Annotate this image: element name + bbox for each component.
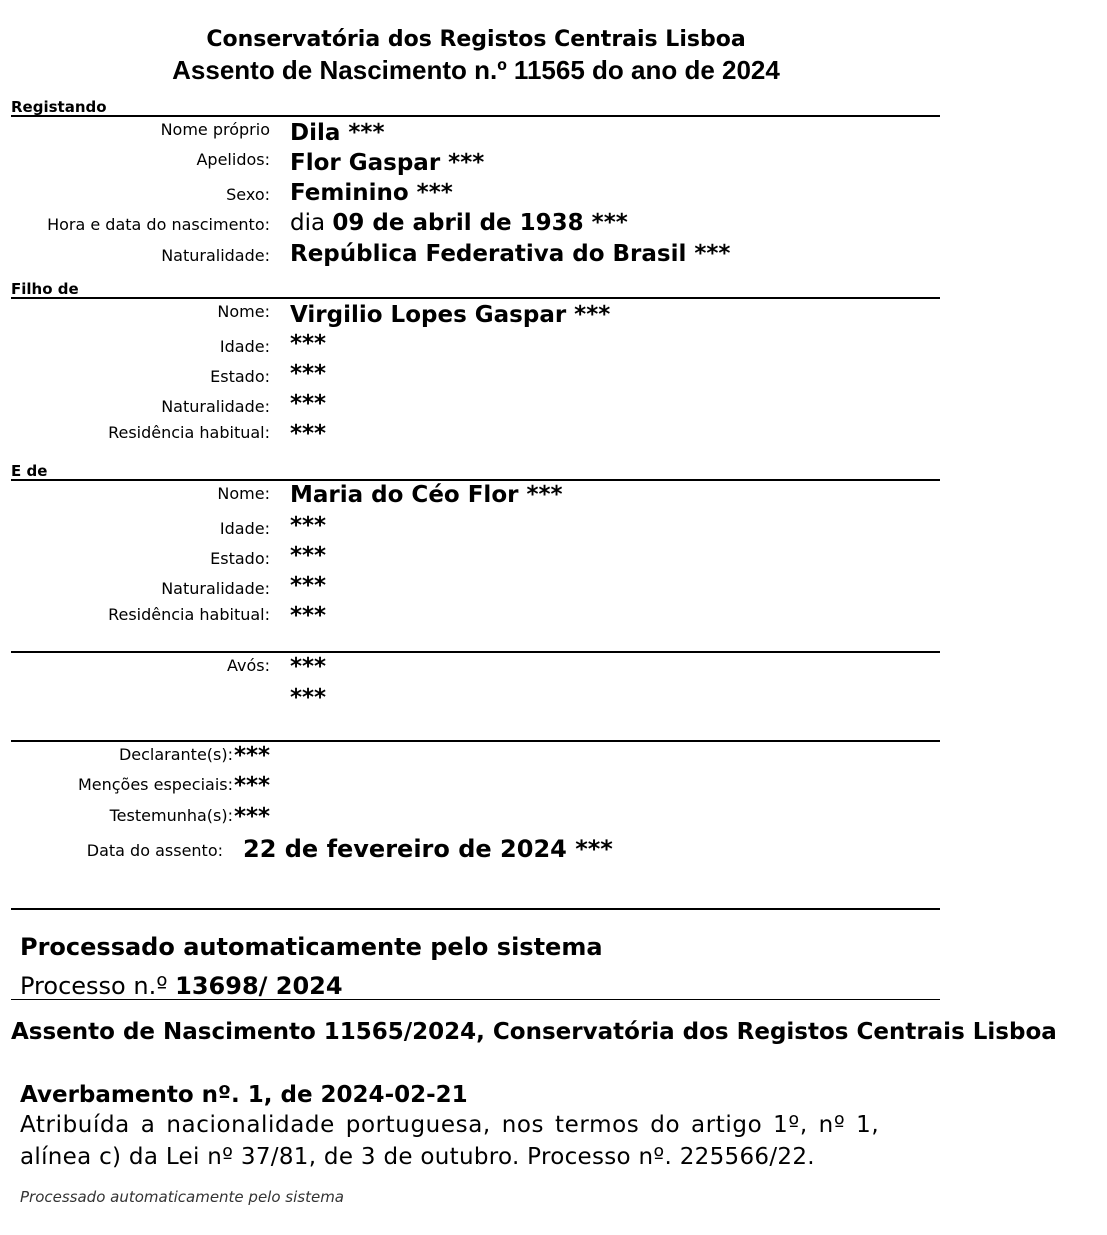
pai-nome-label: Nome: [217, 302, 270, 321]
section-divider [11, 115, 940, 117]
section-e-de-title: E de [11, 462, 48, 480]
pai-estado-label: Estado: [210, 367, 270, 386]
mae-naturalidade-value: *** [290, 573, 327, 599]
document-title: Assento de Nascimento n.º 11565 do ano de 2024 [172, 55, 780, 85]
section-filho-de-title: Filho de [11, 280, 79, 298]
office-heading: Conservatória dos Registos Centrais Lisboa [206, 27, 746, 52]
apelidos-label: Apelidos: [196, 150, 270, 169]
section-divider [11, 999, 940, 1000]
nascimento-prefix: dia [290, 210, 333, 236]
data-assento-value: 22 de fevereiro de 2024 *** [243, 835, 613, 863]
pai-naturalidade-label: Naturalidade: [161, 397, 270, 416]
section-divider [11, 651, 940, 653]
mae-idade-value: *** [290, 513, 327, 539]
averbamento-footer: Processado automaticamente pelo sistema [20, 1188, 345, 1206]
pai-idade-value: *** [290, 331, 327, 357]
nascimento-value [290, 210, 628, 236]
section-divider [11, 908, 940, 910]
nome-proprio-value: Dila *** [290, 120, 385, 146]
testemunhas-label: Testemunha(s): [109, 806, 233, 825]
processado-title: Processado automaticamente pelo sistema [20, 933, 603, 961]
averbamento-line-1: Atribuída a nacionalidade portuguesa, nos termos do artigo 1º, nº 1, [20, 1112, 880, 1138]
pai-residencia-value: *** [290, 421, 327, 447]
nascimento-date: 09 de abril de 1938 *** [332, 210, 628, 236]
averbamento-title: Averbamento nº. 1, de 2024-02-21 [20, 1082, 468, 1108]
declarantes-label: Declarante(s): [118, 745, 233, 764]
avos-label: Avós: [227, 656, 270, 675]
pai-estado-value: *** [290, 361, 327, 387]
processo-value: 13698/ 2024 [175, 972, 343, 1000]
averbamento-line-2: alínea c) da Lei nº 37/81, de 3 de outubro. Processo nº. 225566/22. [20, 1144, 815, 1170]
declarantes-value: *** [234, 743, 271, 769]
mae-idade-label: Idade: [219, 519, 270, 538]
avos-value-1: *** [290, 654, 327, 680]
mae-estado-label: Estado: [210, 549, 270, 568]
section-divider [11, 479, 940, 481]
naturalidade-value: República Federativa do Brasil *** [290, 241, 731, 267]
nome-proprio-label: Nome próprio [160, 120, 270, 139]
averbamentos-header: Assento de Nascimento 11565/2024, Conservatória dos Registos Centrais Lisboa [11, 1019, 1057, 1045]
apelidos-value: Flor Gaspar *** [290, 150, 485, 176]
pai-naturalidade-value: *** [290, 391, 327, 417]
mencoes-label: Menções especiais: [77, 775, 233, 794]
pai-idade-label: Idade: [219, 337, 270, 356]
mae-residencia-value: *** [290, 603, 327, 629]
sexo-label: Sexo: [226, 185, 270, 204]
testemunhas-value: *** [234, 804, 271, 830]
section-divider [11, 297, 940, 299]
mae-nome-label: Nome: [217, 484, 270, 503]
mencoes-value: *** [234, 773, 271, 799]
mae-estado-value: *** [290, 543, 327, 569]
pai-nome-value: Virgilio Lopes Gaspar *** [290, 302, 611, 328]
data-assento-label: Data do assento: [86, 841, 223, 860]
section-registando-title: Registando [11, 98, 107, 116]
mae-nome-value: Maria do Céo Flor *** [290, 482, 563, 508]
naturalidade-label: Naturalidade: [161, 246, 270, 265]
processo-number [20, 972, 343, 1000]
section-divider [11, 740, 940, 742]
pai-residencia-label: Residência habitual: [108, 423, 270, 442]
mae-residencia-label: Residência habitual: [108, 605, 270, 624]
mae-naturalidade-label: Naturalidade: [161, 579, 270, 598]
processo-prefix: Processo n.º [20, 972, 176, 1000]
nascimento-label: Hora e data do nascimento: [47, 215, 270, 234]
avos-value-2: *** [290, 685, 327, 711]
sexo-value: Feminino *** [290, 180, 453, 206]
